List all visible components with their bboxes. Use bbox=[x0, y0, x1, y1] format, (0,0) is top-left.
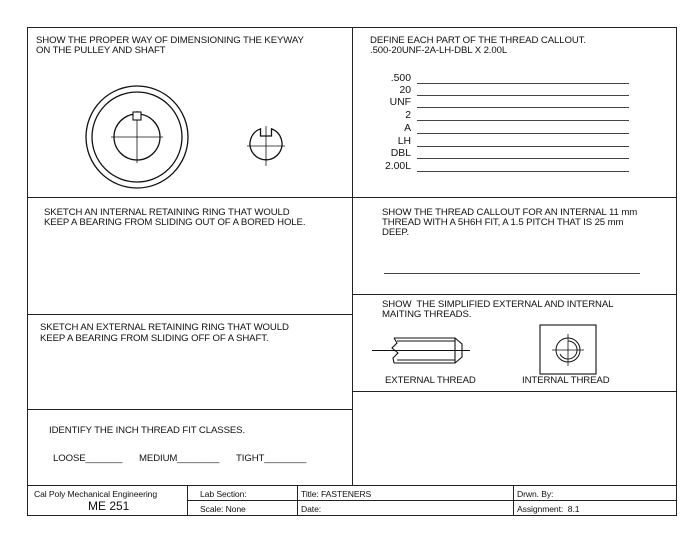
internal-ring-instruction-line1: SKETCH AN INTERNAL RETAINING RING THAT WOULD bbox=[44, 207, 290, 218]
internal-ring-instruction-line2: KEEP A BEARING FROM SLIDING OUT OF A BORED HOLE. bbox=[44, 217, 306, 228]
title-block-mid-line bbox=[187, 500, 677, 501]
tight-fit-field[interactable]: TIGHT________ bbox=[236, 453, 307, 464]
callout-part-label: UNF bbox=[389, 97, 411, 108]
callout-part-label: 20 bbox=[399, 85, 411, 96]
callout-part-label: DBL bbox=[390, 148, 411, 159]
fit-classes-instruction: IDENTIFY THE INCH THREAD FIT CLASSES. bbox=[49, 425, 246, 436]
external-thread-label: EXTERNAL THREAD bbox=[385, 375, 476, 386]
keyway-instruction-line1: SHOW THE PROPER WAY OF DIMENSIONING THE KEYWAY bbox=[36, 35, 304, 46]
external-ring-sketch-area[interactable] bbox=[28, 348, 351, 408]
keyway-instruction-line2: ON THE PULLEY AND SHAFT bbox=[36, 45, 166, 56]
internal-callout-instruction-line1: SHOW THE THREAD CALLOUT FOR AN INTERNAL 11 mm bbox=[382, 207, 638, 218]
internal-callout-instruction-line3: DEEP. bbox=[382, 227, 410, 238]
scale-field: Scale: None bbox=[200, 504, 246, 514]
thread-callout-instruction-line2: .500-20UNF-2A-LH-DBL X 2.00L bbox=[370, 45, 508, 56]
internal-thread-label: INTERNAL THREAD bbox=[522, 375, 610, 386]
simplified-instruction-line2: MAITING THREADS. bbox=[382, 309, 472, 320]
callout-part-label: LH bbox=[397, 136, 411, 147]
internal-callout-instruction-line2: THREAD WITH A 5H6H FIT, A 1.5 PITCH THAT IS 25 mm bbox=[382, 217, 624, 228]
lab-section-field[interactable]: Lab Section: bbox=[200, 489, 247, 499]
assignment-field: Assignment: 8.1 bbox=[517, 504, 580, 514]
course-number: ME 251 bbox=[88, 499, 130, 513]
date-field[interactable]: Date: bbox=[301, 504, 322, 514]
external-ring-instruction-line2: KEEP A BEARING FROM SLIDING OFF OF A SHAFT. bbox=[40, 333, 269, 344]
callout-part-label: 2 bbox=[405, 110, 411, 121]
external-ring-instruction-line1: SKETCH AN EXTERNAL RETAINING RING THAT WOULD bbox=[40, 322, 289, 333]
callout-part-label: 2.00L bbox=[384, 161, 411, 172]
school-name: Cal Poly Mechanical Engineering bbox=[34, 489, 158, 499]
loose-fit-field[interactable]: LOOSE_______ bbox=[53, 453, 123, 464]
title-field: Title: FASTENERS bbox=[301, 489, 372, 499]
callout-part-label: .500 bbox=[390, 73, 411, 84]
thread-callout-instruction-line1: DEFINE EACH PART OF THE THREAD CALLOUT. bbox=[370, 35, 586, 46]
callout-part-label: A bbox=[404, 123, 411, 134]
simplified-instruction-line1: SHOW THE SIMPLIFIED EXTERNAL AND INTERNAL bbox=[382, 299, 614, 310]
drawn-by-field[interactable]: Drwn. By: bbox=[517, 489, 554, 499]
medium-fit-field[interactable]: MEDIUM________ bbox=[139, 453, 220, 464]
